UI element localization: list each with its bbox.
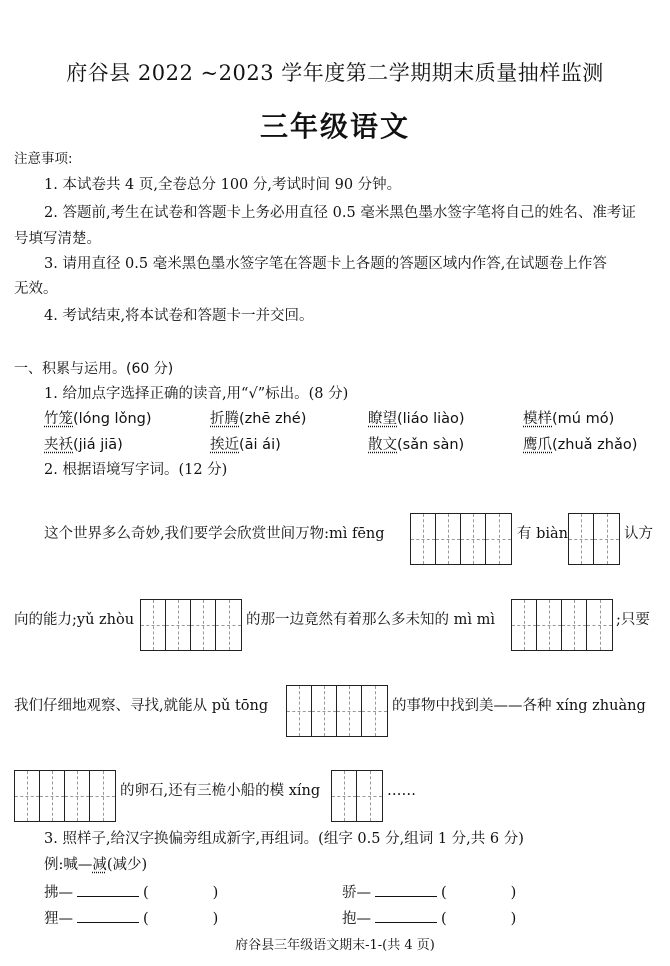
page-footer: 府谷县三年级语文期末-1-(共 4 页) [235, 938, 435, 953]
q2-text: 认方 [624, 526, 653, 542]
q2-text: 我们仔细地观察、寻找,就能从 pǔ tōng [14, 698, 269, 714]
writing-grid[interactable] [286, 685, 388, 737]
q1-item: 挨近(āi ái) [210, 437, 281, 453]
writing-grid[interactable] [568, 513, 620, 565]
writing-grid[interactable] [410, 513, 512, 565]
q2-text: …… [387, 783, 416, 799]
q3-row: 骄— ( ) [342, 882, 516, 902]
q3-row: 拂— ( ) [44, 882, 218, 902]
exam-title: 府谷县 2022 ~2023 学年度第二学期期末质量抽样监测 [66, 61, 604, 85]
q2-text: 的那一边竟然有着那么多未知的 mì mì [246, 612, 495, 628]
notice-item-3-cont: 无效。 [14, 281, 58, 297]
answer-blank[interactable] [375, 882, 437, 897]
q1-item: 瞭望(liáo liào) [368, 411, 465, 427]
q1-item: 夹袄(jiá jiā) [44, 437, 123, 453]
subject-title: 三年级语文 [259, 110, 410, 143]
writing-grid[interactable] [511, 599, 613, 651]
writing-grid[interactable] [140, 599, 242, 651]
notice-item-3: 3. 请用直径 0.5 毫米黑色墨水签字笔在答题卡上各题的答题区域内作答,在试题卷上作答 [44, 256, 607, 272]
q3-row: 抱— ( ) [342, 908, 516, 928]
q1-item: 模样(mú mó) [523, 411, 615, 427]
q3-example: 例:喊—减(减少) [44, 857, 148, 873]
q1-prompt: 1. 给加点字选择正确的读音,用“√”标出。(8 分) [44, 386, 349, 402]
q2-text: 向的能力;yǔ zhòu [14, 612, 135, 628]
answer-blank[interactable] [375, 908, 437, 923]
q3-row: 狸— ( ) [44, 908, 218, 928]
notice-item-2: 2. 答题前,考生在试卷和答题卡上务必用直径 0.5 毫米黑色墨水签字笔将自己的姓名、准考证 [44, 205, 636, 221]
q2-text: ;只要 [616, 612, 650, 628]
q1-item: 鹰爪(zhuǎ zhǎo) [523, 437, 638, 453]
q2-text: 这个世界多么奇妙,我们要学会欣赏世间万物:mì fēng [44, 526, 385, 542]
q1-item: 散文(sǎn sàn) [368, 437, 465, 453]
writing-grid[interactable] [331, 770, 383, 822]
notice-item-1: 1. 本试卷共 4 页,全卷总分 100 分,考试时间 90 分钟。 [44, 177, 402, 193]
q1-item: 折腾(zhē zhé) [210, 411, 307, 427]
q2-text: 的卵石,还有三桅小船的模 xíng [120, 783, 321, 799]
answer-blank[interactable] [77, 908, 139, 923]
q3-prompt: 3. 照样子,给汉字换偏旁组成新字,再组词。(组字 0.5 分,组词 1 分,共 6 分) [44, 831, 524, 847]
notice-heading: 注意事项: [14, 151, 73, 167]
notice-item-4: 4. 考试结束,将本试卷和答题卡一并交回。 [44, 308, 314, 324]
q2-text: 的事物中找到美——各种 xíng zhuàng [392, 698, 646, 714]
writing-grid[interactable] [14, 770, 116, 822]
section1-heading: 一、积累与运用。(60 分) [14, 361, 174, 377]
notice-item-2-cont: 号填写清楚。 [14, 231, 101, 247]
q2-prompt: 2. 根据语境写字词。(12 分) [44, 462, 228, 478]
answer-blank[interactable] [77, 882, 139, 897]
q1-item: 竹笼(lóng lǒng) [44, 411, 152, 427]
q2-text: 有 biàn [517, 526, 569, 542]
